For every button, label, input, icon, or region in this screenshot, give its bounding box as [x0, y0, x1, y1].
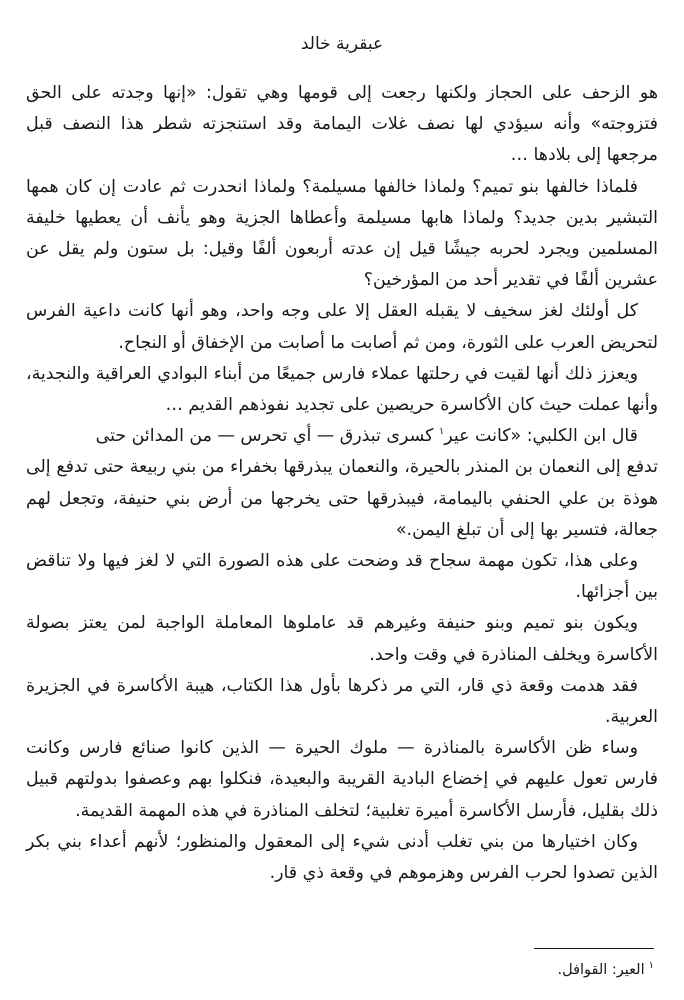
- quote-text-start: قال ابن الكلبي: «كانت عير: [444, 426, 638, 447]
- footnote-reference-mark: ١: [438, 426, 445, 438]
- paragraph-1: هو الزحف على الحجاز ولكنها رجعت إلى قومها وهي تقول: «إنها وجدته على الحق فتزوجته» وأنه سيؤدي لها نصف غلات اليمامة وقد استنجزته شطر هذا النصف قبل مرجعها إلى بلادها …: [26, 83, 658, 166]
- paragraph-7: ويكون بنو تميم وبنو حنيفة وغيرهم قد عاملوها المعاملة الواجبة لمن يعتز بصولة الأكاسرة ويخلف المناذرة في وقت واحد.: [26, 613, 658, 665]
- paragraph-3: كل أولئك لغز سخيف لا يقبله العقل إلا على وجه واحد، وهو أنها كانت داعية الفرس لتحريض العرب على الثورة، ومن ثم أصابت ما أصابت من الإخفاق أو النجاح.: [26, 301, 658, 353]
- footnote-text: العير: القوافل.: [557, 961, 645, 978]
- running-header-title: عبقرية خالد: [300, 34, 384, 54]
- paragraph-2: فلماذا خالفها بنو تميم؟ ولماذا خالفها مسيلمة؟ ولماذا انحدرت ثم عادت إن كان همها التبشير بدين جديد؟ ولماذا هابها مسيلمة وأعطاها الجزية وهو يأنف أن يعطيها خليفة المسلمين ويجرد لحربه جيشًا قيل إن عدته أربعون ألفًا وقيل: بل ستون ولم يقل عن عشرين ألفًا في تقدير أحد من المؤرخين؟: [26, 176, 658, 291]
- quote-text-continued: كسرى تبذرق — أي تحرس — من المدائن حتى: [95, 426, 439, 447]
- main-text: [26, 78, 658, 889]
- paragraph-10: وكان اختيارها من بني تغلب أدنى شيء إلى المعقول والمنظور؛ لأنهم أعداء بني بكر الذين تصدوا لحرب الفرس وهزموهم في وقعة ذي قار.: [26, 831, 658, 884]
- footnote: [557, 956, 654, 980]
- paragraph-4: ويعزز ذلك أنها لقيت في رحلتها عملاء فارس جميعًا من أبناء البوادي العراقية والنجدية، وأنها عملت حيث كان الأكاسرة حريصين على تجديد نفوذهم القديم …: [26, 363, 658, 416]
- footnote-divider: [534, 948, 654, 949]
- paragraph-quote-body: تدفع إلى النعمان بن المنذر بالحيرة، والنعمان يبذرقها بخفراء من بني ربيعة حتى تدفع إلى هوذة بن علي الحنفي باليمامة، فيبذرقها حتى يخرجها من أرض بني حنيفة، وتجعل لهم جعالة، فتسير بها إلى أن تبلغ اليمن.»: [26, 457, 658, 540]
- paragraph-6: وعلى هذا، تكون مهمة سجاح قد وضحت على هذه الصورة التي لا لغز فيها ولا تناقض بين أجزائها.: [26, 551, 658, 603]
- quote-paragraph-opening: [26, 421, 658, 452]
- footnote-number: ١: [648, 960, 654, 971]
- paragraph-9: وساء ظن الأكاسرة بالمناذرة — ملوك الحيرة — الذين كانوا صنائع فارس وكانت فارس تعول عليهم في إخضاع البادية القريبة والبعيدة، فنكلوا بهم وعصفوا بدولتهم قبيل ذلك بقليل، فأرسل الأكاسرة أميرة تغلبية؛ لتخلف المناذرة في هذه المهمة القديمة.: [26, 738, 658, 821]
- paragraph-8: فقد هدمت وقعة ذي قار، التي مر ذكرها بأول هذا الكتاب، هيبة الأكاسرة في الجزيرة العربية.: [26, 675, 658, 728]
